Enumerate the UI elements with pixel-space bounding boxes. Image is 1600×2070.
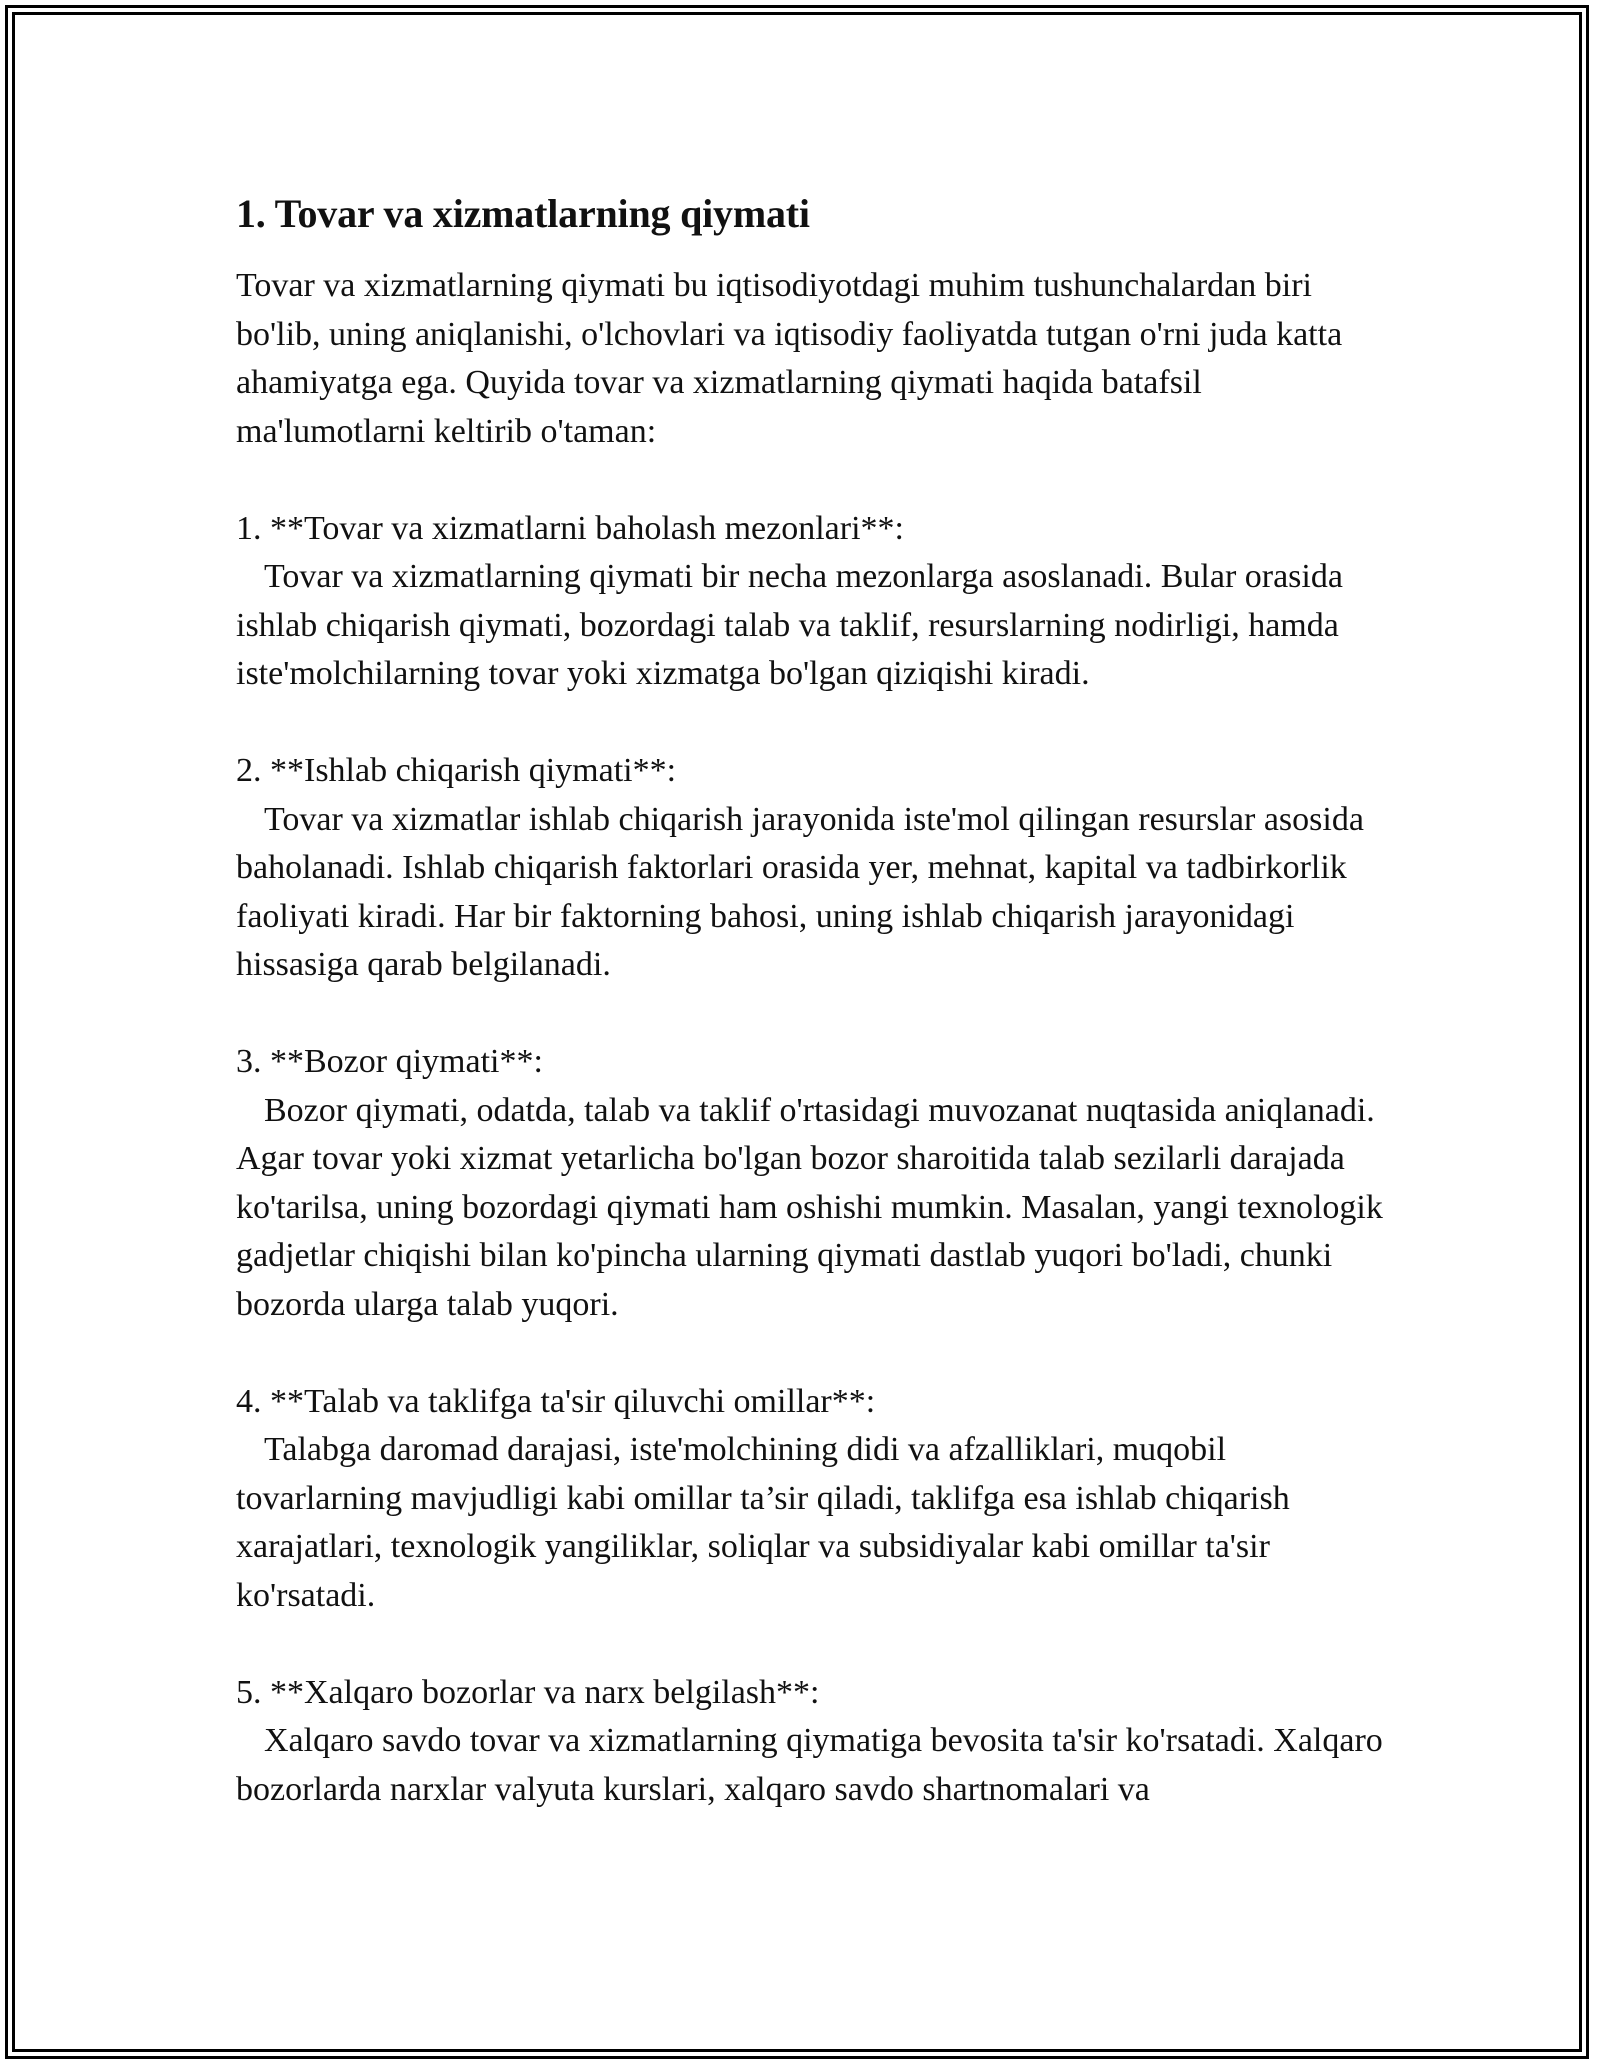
section-5 (236, 1669, 1386, 1815)
document-content (236, 190, 1386, 1814)
section-heading: 3. **Bozor qiymati**: (236, 1043, 543, 1080)
section-heading: 1. **Tovar va xizmatlarni baholash mezonlari**: (236, 509, 904, 547)
section-1 (236, 505, 1386, 699)
section-3 (236, 1038, 1386, 1329)
section-body: Xalqaro savdo tovar va xizmatlarning qiymatiga bevosita ta'sir ko'rsatadi. Xalqaro bozorlarda narxlar valyuta kurslari, xalqaro savdo shartnomalari va (236, 1722, 1383, 1808)
section-heading: 5. **Xalqaro bozorlar va narx belgilash**: (236, 1673, 820, 1711)
section-4 (236, 1378, 1386, 1621)
section-body: Tovar va xizmatlar ishlab chiqarish jarayonida iste'mol qilingan resurslar asosida baholanadi. Ishlab chiqarish faktorlari orasida yer, mehnat, kapital va tadbirkorlik faoliyati kiradi. Har bir faktorning bahosi, uning ishlab chiqarish jarayonidagi hissasiga qarab belgilanadi. (236, 800, 1364, 983)
section-heading: 4. **Talab va taklifga ta'sir qiluvchi omillar**: (236, 1382, 876, 1420)
section-body: Bozor qiymati, odatda, talab va taklif o'rtasidagi muvozanat nuqtasida aniqlanadi. Agar tovar yoki xizmat yetarlicha bo'lgan bozor sharoitida talab sezilarli darajada ko'tarilsa, uning bozordagi qiymati ham oshishi mumkin. Masalan, yangi texnologik gadjetlar chiqishi bilan ko'pincha ularning qiymati dastlab yuqori bo'ladi, chunki bozorda ularga talab yuqori. (236, 1091, 1383, 1323)
section-body: Tovar va xizmatlarning qiymati bir necha mezonlarga asoslanadi. Bular orasida ishlab chiqarish qiymati, bozordagi talab va taklif, resurslarning nodirligi, hamda iste'molchilarning tovar yoki xizmatga bo'lgan qiziqishi kiradi. (236, 558, 1343, 692)
section-heading: 2. **Ishlab chiqarish qiymati**: (236, 752, 677, 789)
document-title: 1. Tovar va xizmatlarning qiymati (236, 191, 810, 236)
section-2 (236, 747, 1386, 990)
section-body: Talabga daromad darajasi, iste'molchining didi va afzalliklari, muqobil tovarlarning mavjudligi kabi omillar ta’sir qiladi, taklifga esa ishlab chiqarish xarajatlari, texnologik yangiliklar, soliqlar va subsidiyalar kabi omillar ta'sir ko'rsatadi. (236, 1431, 1290, 1614)
intro-paragraph: Tovar va xizmatlarning qiymati bu iqtisodiyotdagi muhim tushunchalardan biri bo'lib, uning aniqlanishi, o'lchovlari va iqtisodiy faoliyatda tutgan o'rni juda katta ahamiyatga ega. Quyida tovar va xizmatlarning qiymati haqida batafsil ma'lumotlarni keltirib o'taman: (236, 267, 1343, 450)
